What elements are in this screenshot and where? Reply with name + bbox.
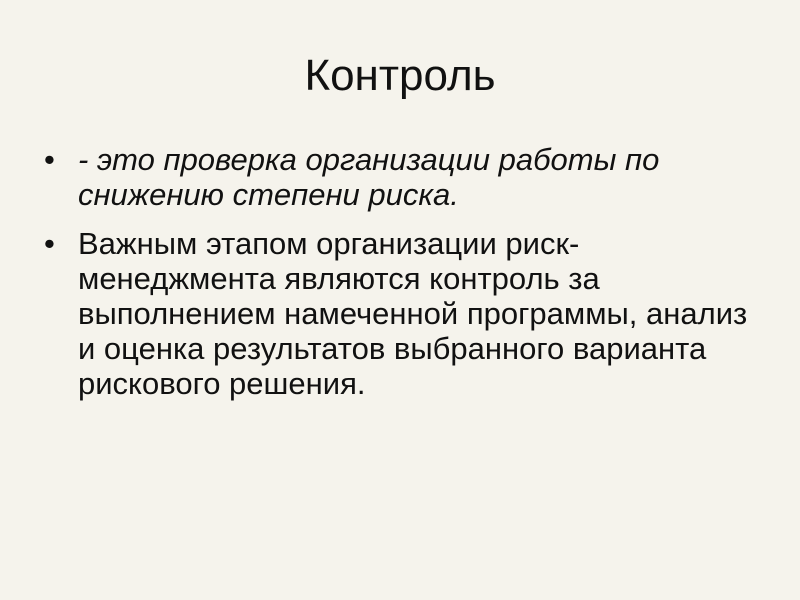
- bullet-dot-icon: •: [44, 226, 55, 261]
- bullet-item-importance: [44, 226, 764, 401]
- bullet-dot-icon: •: [44, 142, 55, 177]
- bullet-text-definition: - это проверка организации работы по снижению степени риска.: [78, 142, 660, 212]
- bullet-text-importance: Важным этапом организации риск-менеджмента являются контроль за выполнением намеченной программы, анализ и оценка результатов выбранного варианта рискового решения.: [78, 226, 748, 401]
- bullet-list: [44, 142, 764, 415]
- slide-title: Контроль: [304, 51, 496, 100]
- bullet-item-definition: [44, 142, 764, 212]
